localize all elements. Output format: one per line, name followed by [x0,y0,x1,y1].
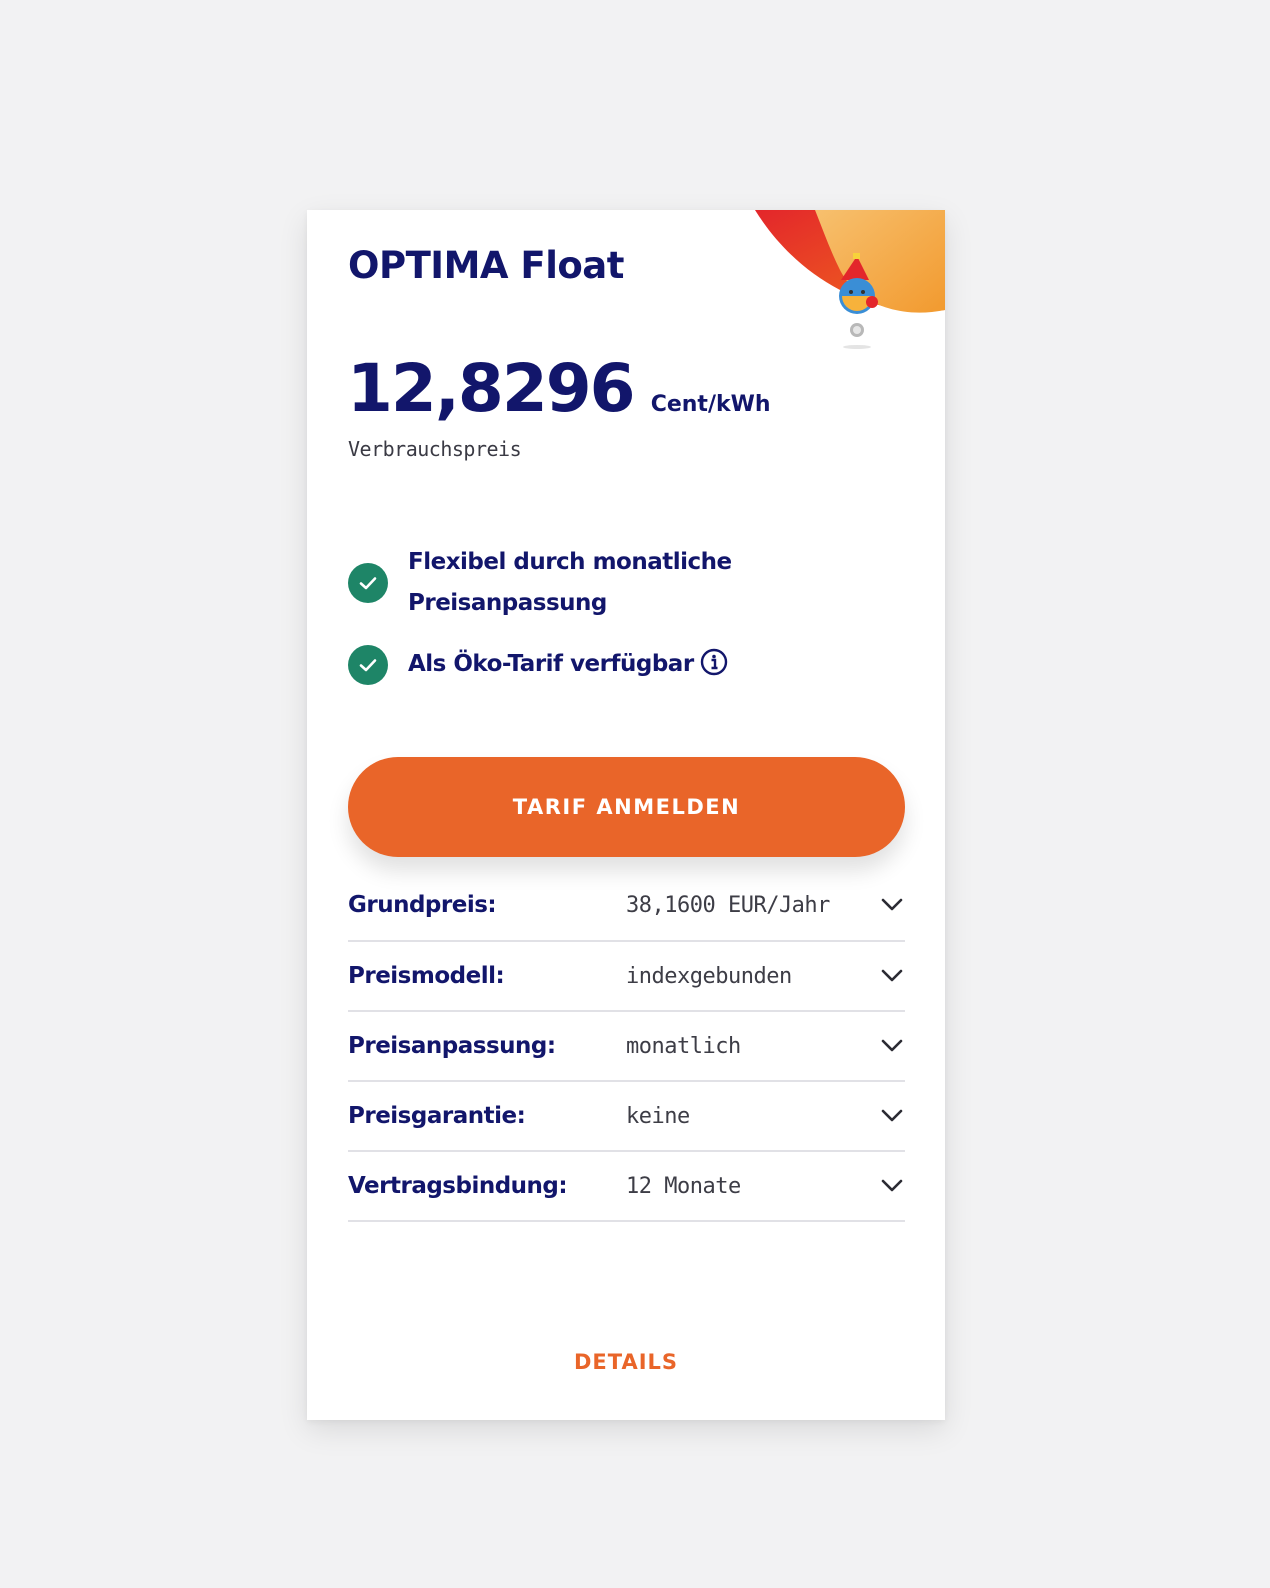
register-tariff-button[interactable]: TARIF ANMELDEN [348,757,905,857]
feature-item [348,542,768,624]
chevron-down-icon[interactable] [879,1103,905,1129]
feature-item [348,644,728,685]
tariff-card [307,210,945,1420]
spec-value: monatlich [626,1033,741,1059]
price-unit: Cent/kWh [650,392,771,417]
price-label: Verbrauchspreis [348,437,522,461]
check-icon [348,563,388,603]
spec-label: Grundpreis: [348,892,497,918]
tariff-title: OPTIMA Float [348,244,624,287]
spec-value: 38,1600 EUR/Jahr [626,892,830,918]
spec-row-grundpreis[interactable] [348,870,905,942]
chevron-down-icon[interactable] [879,963,905,989]
corner-mascot-graphic [745,210,945,360]
feature-text: Flexibel durch monatliche Preisanpassung [408,549,732,616]
spec-label: Preisanpassung: [348,1033,556,1059]
chevron-down-icon[interactable] [879,1033,905,1059]
spec-row-preisanpassung[interactable] [348,1012,905,1082]
details-link[interactable]: DETAILS [573,1350,679,1374]
price-value: 12,8296 [347,350,634,427]
spec-row-preismodell[interactable] [348,942,905,1012]
spec-row-vertragsbindung[interactable] [348,1152,905,1222]
chevron-down-icon[interactable] [879,1173,905,1199]
chevron-down-icon[interactable] [879,892,905,918]
feature-label: Als Öko-Tarif verfügbar [408,651,694,677]
feature-text [408,644,728,685]
spec-label: Vertragsbindung: [348,1173,568,1199]
spec-value: indexgebunden [626,963,792,989]
spec-label: Preisgarantie: [348,1103,526,1129]
price-display [347,350,771,427]
spec-row-preisgarantie[interactable] [348,1082,905,1152]
spec-value: keine [626,1103,690,1129]
spec-label: Preismodell: [348,963,505,989]
spec-value: 12 Monate [626,1173,741,1199]
info-icon[interactable] [700,648,728,676]
tariff-specs-list [348,870,905,1222]
check-icon [348,645,388,685]
